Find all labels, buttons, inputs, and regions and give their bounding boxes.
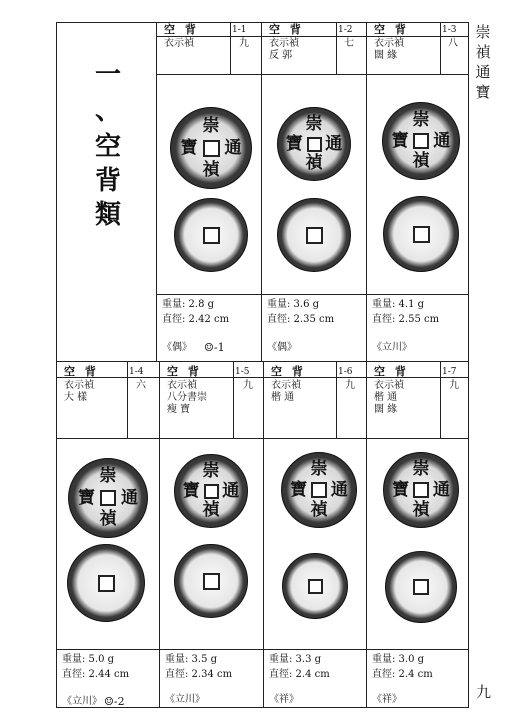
coin-square-hole [308, 579, 323, 594]
coin-measurement: 直徑: 2.4 cm [269, 669, 330, 680]
coin-measurement: 重量: 3.3 g [269, 654, 322, 665]
coin-obverse-image [174, 454, 248, 528]
coin-attribute: 衣示禎 [164, 38, 194, 49]
coin-type-header: 空 背 [271, 365, 306, 378]
coin-inscription-char: 通 [224, 137, 242, 158]
section-title-char: 一 [94, 60, 121, 90]
coin-measurement: 直徑: 2.44 cm [62, 669, 130, 680]
coin-id: 1-6 [338, 367, 353, 377]
row-divider [156, 36, 469, 37]
col-divider [233, 361, 234, 438]
col-divider [366, 361, 367, 708]
coin-inscription-char: 寶 [182, 480, 200, 501]
coin-square-hole [203, 573, 220, 590]
coin-measurement: 直徑: 2.42 cm [162, 314, 230, 325]
coin-inscription-char: 寶 [78, 487, 96, 508]
coin-square-hole [204, 484, 219, 499]
coin-type-header: 空 背 [374, 23, 409, 36]
coin-square-hole [306, 227, 323, 244]
coin-attribute: 衣示禎 [374, 38, 404, 49]
coin-type-header: 空 背 [269, 23, 304, 36]
col-divider [440, 22, 441, 74]
coin-square-hole [203, 140, 220, 157]
page-number: 九 [476, 683, 492, 701]
section-title [88, 58, 128, 232]
coin-inscription-char: 通 [120, 487, 138, 508]
coin-inscription-char: 禎 [305, 153, 323, 174]
coin-square-hole [413, 226, 430, 243]
row-divider [156, 74, 469, 75]
col-divider [127, 361, 128, 438]
coin-type-header: 空 背 [167, 365, 202, 378]
coin-id: 1-4 [129, 367, 144, 377]
coin-inscription-char: 崇 [412, 459, 430, 480]
coin-attribute: 衣示禎 [271, 380, 301, 391]
side-title-char: 崇 [475, 23, 491, 41]
coin-source: 《立川》 [62, 696, 102, 707]
coin-reverse-image [282, 553, 348, 619]
coin-grade: 九 [449, 380, 459, 391]
coin-obverse-image [281, 452, 357, 528]
coin-measurement: 重量: 2.8 g [162, 299, 215, 310]
coin-type-header: 空 背 [64, 365, 99, 378]
col-divider [156, 22, 157, 361]
coin-attribute: 楷 通 [271, 392, 295, 403]
coin-obverse-image [170, 107, 252, 189]
side-title-char: 寶 [475, 83, 491, 101]
coin-measurement: 重量: 5.0 g [62, 654, 115, 665]
coin-inscription-char: 禎 [202, 500, 220, 521]
coin-source: 《立川》 [165, 694, 205, 705]
coin-grade: 九 [243, 380, 253, 391]
coin-square-hole [203, 227, 220, 244]
coin-reverse-image [385, 551, 457, 623]
coin-measurement: 重量: 4.1 g [372, 299, 425, 310]
coin-inscription-char: 崇 [305, 113, 323, 134]
coin-square-hole [413, 133, 429, 149]
coin-inscription-char: 通 [433, 130, 451, 151]
coin-obverse-image [277, 107, 351, 181]
coin-measurement: 直徑: 2.35 cm [267, 314, 335, 325]
coin-obverse-image [382, 102, 460, 180]
coin-source: 《祥》 [372, 694, 402, 705]
coin-source: 《立川》 [372, 342, 412, 353]
coin-obverse-image [383, 452, 459, 528]
coin-attribute: 瘦 寶 [167, 404, 191, 415]
coin-square-hole [307, 137, 322, 152]
coin-id: 1-3 [442, 25, 457, 35]
coin-id: 1-7 [442, 367, 457, 377]
coin-attribute: 衣示禎 [374, 380, 404, 391]
col-divider [159, 361, 160, 708]
coin-inscription-char: 禎 [202, 159, 220, 180]
col-divider [263, 361, 264, 708]
col-divider [366, 22, 367, 361]
coin-measurement: 直徑: 2.4 cm [372, 669, 433, 680]
coin-grade: 九 [345, 380, 355, 391]
coin-inscription-char: 禎 [412, 151, 430, 172]
coin-reverse-image [174, 198, 248, 272]
coin-source: 《祥》 [269, 694, 299, 705]
section-title-char: 空 [94, 132, 121, 162]
coin-attribute: 大 樣 [64, 392, 88, 403]
col-divider [336, 361, 337, 438]
coin-reverse-image [67, 544, 145, 622]
coin-attribute: 衣示禎 [167, 380, 197, 391]
coin-square-hole [413, 579, 429, 595]
coin-attribute: 衣示禎 [64, 380, 94, 391]
coin-inscription-char: 寶 [180, 137, 198, 158]
coin-type-header: 空 背 [164, 23, 199, 36]
section-title-char: 背 [94, 166, 121, 196]
section-title-char: 類 [94, 200, 121, 230]
coin-type-header: 空 背 [374, 365, 409, 378]
coin-square-hole [413, 482, 429, 498]
coin-attribute: 八分書崇 [167, 392, 207, 403]
coin-measurement: 重量: 3.0 g [372, 654, 425, 665]
coin-inscription-char: 崇 [412, 109, 430, 130]
coin-measurement: 直徑: 2.34 cm [165, 669, 233, 680]
section-title-char: 、 [94, 96, 121, 126]
coin-inscription-char: 寶 [285, 133, 303, 154]
coin-inscription-char: 崇 [99, 466, 117, 487]
coin-reverse-image [383, 196, 459, 272]
side-title-char: 通 [475, 63, 491, 81]
coin-attribute: 衣示禎 [269, 38, 299, 49]
coin-inscription-char: 通 [222, 480, 240, 501]
coin-grade: 九 [239, 38, 249, 49]
coin-inscription-char: 寶 [391, 130, 409, 151]
coin-inscription-char: 崇 [310, 459, 328, 480]
coin-reverse-image [277, 198, 351, 272]
side-title-char: 禎 [475, 43, 491, 61]
coin-source: 《偶》 [162, 342, 192, 353]
coin-grade: 七 [344, 38, 354, 49]
col-divider [440, 361, 441, 438]
coin-inscription-char: 禎 [412, 499, 430, 520]
coin-obverse-image [68, 458, 148, 538]
coin-measurement: 重量: 3.6 g [267, 299, 320, 310]
coin-measurement: 重量: 3.5 g [165, 654, 218, 665]
coin-inscription-char: 崇 [202, 115, 220, 136]
col-divider [230, 22, 231, 74]
coin-attribute: 闊 緣 [374, 50, 398, 61]
coin-attribute: 反 郭 [269, 50, 293, 61]
coin-inscription-char: 禎 [99, 508, 117, 529]
coin-id: 1-1 [232, 25, 247, 35]
coin-note: ☺-2 [104, 695, 125, 708]
coin-inscription-char: 崇 [202, 460, 220, 481]
coin-source: 《偶》 [267, 342, 297, 353]
coin-inscription-char: 寶 [392, 479, 410, 500]
coin-square-hole [98, 575, 115, 592]
coin-inscription-char: 通 [325, 133, 343, 154]
coin-square-hole [311, 482, 327, 498]
coin-note: ☺-1 [204, 341, 225, 354]
coin-square-hole [100, 490, 116, 506]
coin-measurement: 直徑: 2.55 cm [372, 314, 440, 325]
coin-attribute: 闊 緣 [374, 404, 398, 415]
col-divider [336, 22, 337, 74]
coin-inscription-char: 禎 [310, 499, 328, 520]
coin-grade: 六 [136, 380, 146, 391]
coin-inscription-char: 通 [432, 479, 450, 500]
coin-reverse-image [174, 544, 248, 618]
col-divider [261, 22, 262, 361]
row-divider [156, 294, 469, 295]
coin-grade: 八 [448, 38, 458, 49]
coin-inscription-char: 通 [330, 479, 348, 500]
coin-inscription-char: 寶 [290, 479, 308, 500]
coin-id: 1-2 [338, 25, 353, 35]
side-title [473, 22, 493, 102]
coin-attribute: 楷 通 [374, 392, 398, 403]
coin-id: 1-5 [235, 367, 250, 377]
